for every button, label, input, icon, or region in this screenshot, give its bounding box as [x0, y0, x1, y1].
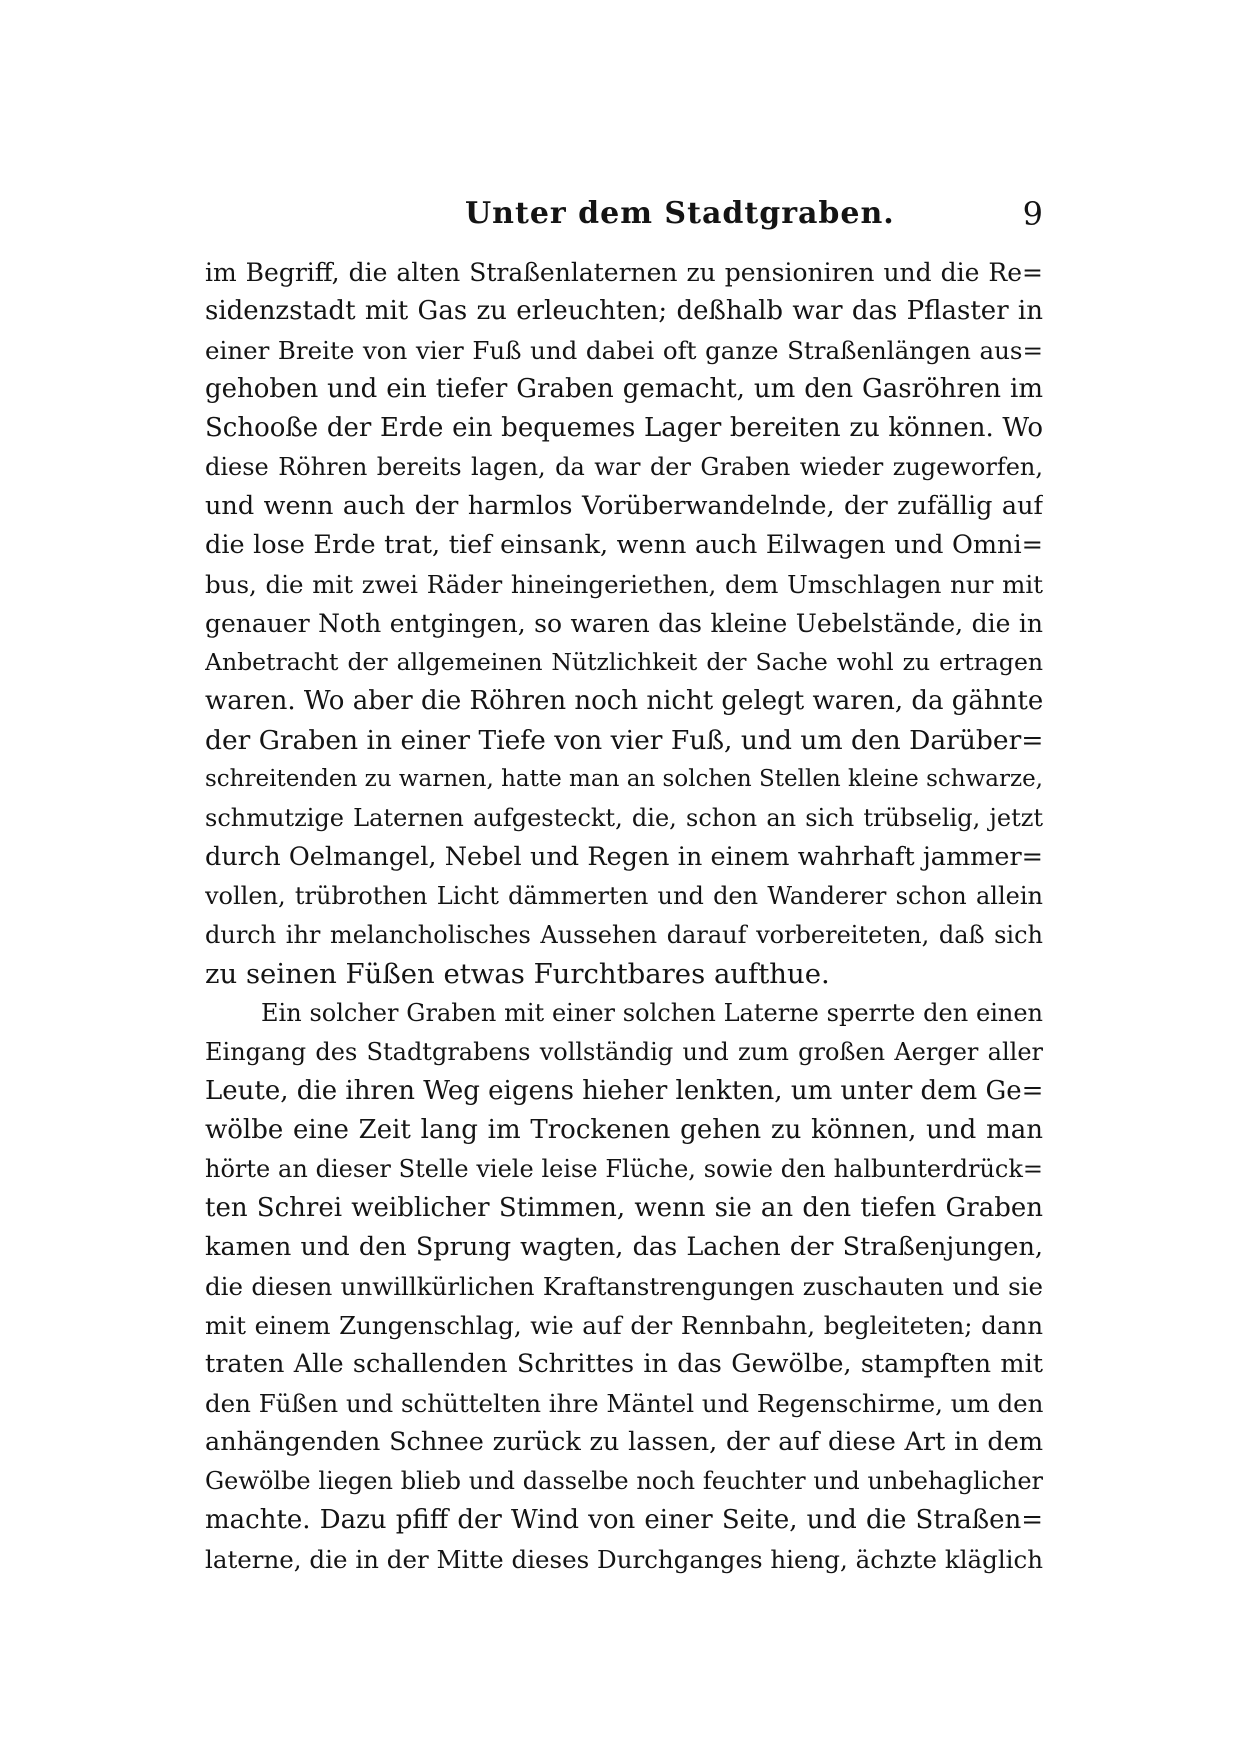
- text-line: die lose Erde trat, tief einsank, wenn auch Eilwagen und Omni=: [205, 530, 1043, 560]
- text-line: einer Breite von vier Fuß und dabei oft ganze Straßenlängen aus=: [205, 336, 1043, 365]
- text-line: mit einem Zungenschlag, wie auf der Rennbahn, begleiteten; dann: [205, 1311, 1043, 1340]
- paragraph-2: [205, 994, 1043, 1579]
- text-line: Eingang des Stadtgrabens vollständig und zum großen Aerger aller: [205, 1038, 1043, 1066]
- text-line: diese Röhren bereits lagen, da war der Graben wieder zugeworfen,: [205, 453, 1043, 481]
- text-line: vollen, trübrothen Licht dämmerten und den Wanderer schon allein: [205, 882, 1043, 910]
- text-line: und wenn auch der harmlos Vorüberwandelnde, der zufällig auf: [205, 491, 1043, 521]
- text-line: hörte an dieser Stelle viele leise Flüche, sowie den halbunterdrück=: [205, 1155, 1043, 1183]
- text-line: wölbe eine Zeit lang im Trockenen gehen zu können, und man: [205, 1115, 1043, 1145]
- text-line: Schooße der Erde ein bequemes Lager bereiten zu können. Wo: [205, 413, 1043, 443]
- text-line: durch ihr melancholisches Aussehen darauf vorbereiteten, daß sich: [205, 921, 1043, 949]
- text-line: anhängenden Schnee zurück zu lassen, der auf diese Art in dem: [205, 1427, 1043, 1457]
- text-line: kamen und den Sprung wagten, das Lachen der Straßenjungen,: [205, 1232, 1043, 1262]
- text-line: schmutzige Laternen aufgesteckt, die, schon an sich trübselig, jetzt: [205, 804, 1043, 832]
- text-line: Leute, die ihren Weg eigens hieher lenkten, um unter dem Ge=: [205, 1076, 1043, 1106]
- text-line: durch Oelmangel, Nebel und Regen in einem wahrhaft jammer=: [205, 842, 1043, 872]
- text-line: sidenzstadt mit Gas zu erleuchten; deßhalb war das Pflaster in: [205, 296, 1043, 326]
- text-line: zu seinen Füßen etwas Furchtbares aufthue.: [205, 958, 830, 990]
- text-line: Gewölbe liegen blieb und dasselbe noch feuchter und unbehaglicher: [205, 1467, 1043, 1495]
- body-text: [205, 253, 1043, 1579]
- text-line: laterne, die in der Mitte dieses Durchganges hieng, ächzte kläglich: [205, 1545, 1043, 1574]
- text-line: der Graben in einer Tiefe von vier Fuß, und um den Darüber=: [205, 725, 1043, 756]
- text-line: Anbetracht der allgemeinen Nützlichkeit der Sache wohl zu ertragen: [205, 648, 1043, 676]
- page-number: 9: [1022, 195, 1043, 233]
- text-line: waren. Wo aber die Röhren noch nicht gelegt waren, da gähnte: [205, 686, 1043, 716]
- text-line: im Begriff, die alten Straßenlaternen zu pensioniren und die Re=: [205, 258, 1043, 287]
- text-line: schreitenden zu warnen, hatte man an solchen Stellen kleine schwarze,: [205, 766, 1043, 792]
- text-line: machte. Dazu pfiff der Wind von einer Seite, und die Straßen=: [205, 1505, 1043, 1535]
- running-title: Unter dem Stadtgraben.: [465, 196, 895, 231]
- text-line: bus, die mit zwei Räder hineingeriethen, dem Umschlagen nur mit: [205, 570, 1043, 599]
- text-line: gehoben und ein tiefer Graben gemacht, um den Gasröhren im: [205, 374, 1043, 404]
- page-header: [205, 192, 1043, 236]
- text-line: Ein solcher Graben mit einer solchen Laterne sperrte den einen: [261, 999, 1043, 1027]
- text-line: ten Schrei weiblicher Stimmen, wenn sie an den tiefen Graben: [205, 1193, 1043, 1223]
- paragraph-1: [205, 253, 1043, 994]
- text-line: traten Alle schallenden Schrittes in das Gewölbe, stampften mit: [205, 1349, 1043, 1379]
- text-line: den Füßen und schüttelten ihre Mäntel und Regenschirme, um den: [205, 1389, 1043, 1418]
- text-line: die diesen unwillkürlichen Kraftanstrengungen zuschauten und sie: [205, 1272, 1043, 1301]
- text-line: genauer Noth entgingen, so waren das kleine Uebelstände, die in: [205, 609, 1043, 638]
